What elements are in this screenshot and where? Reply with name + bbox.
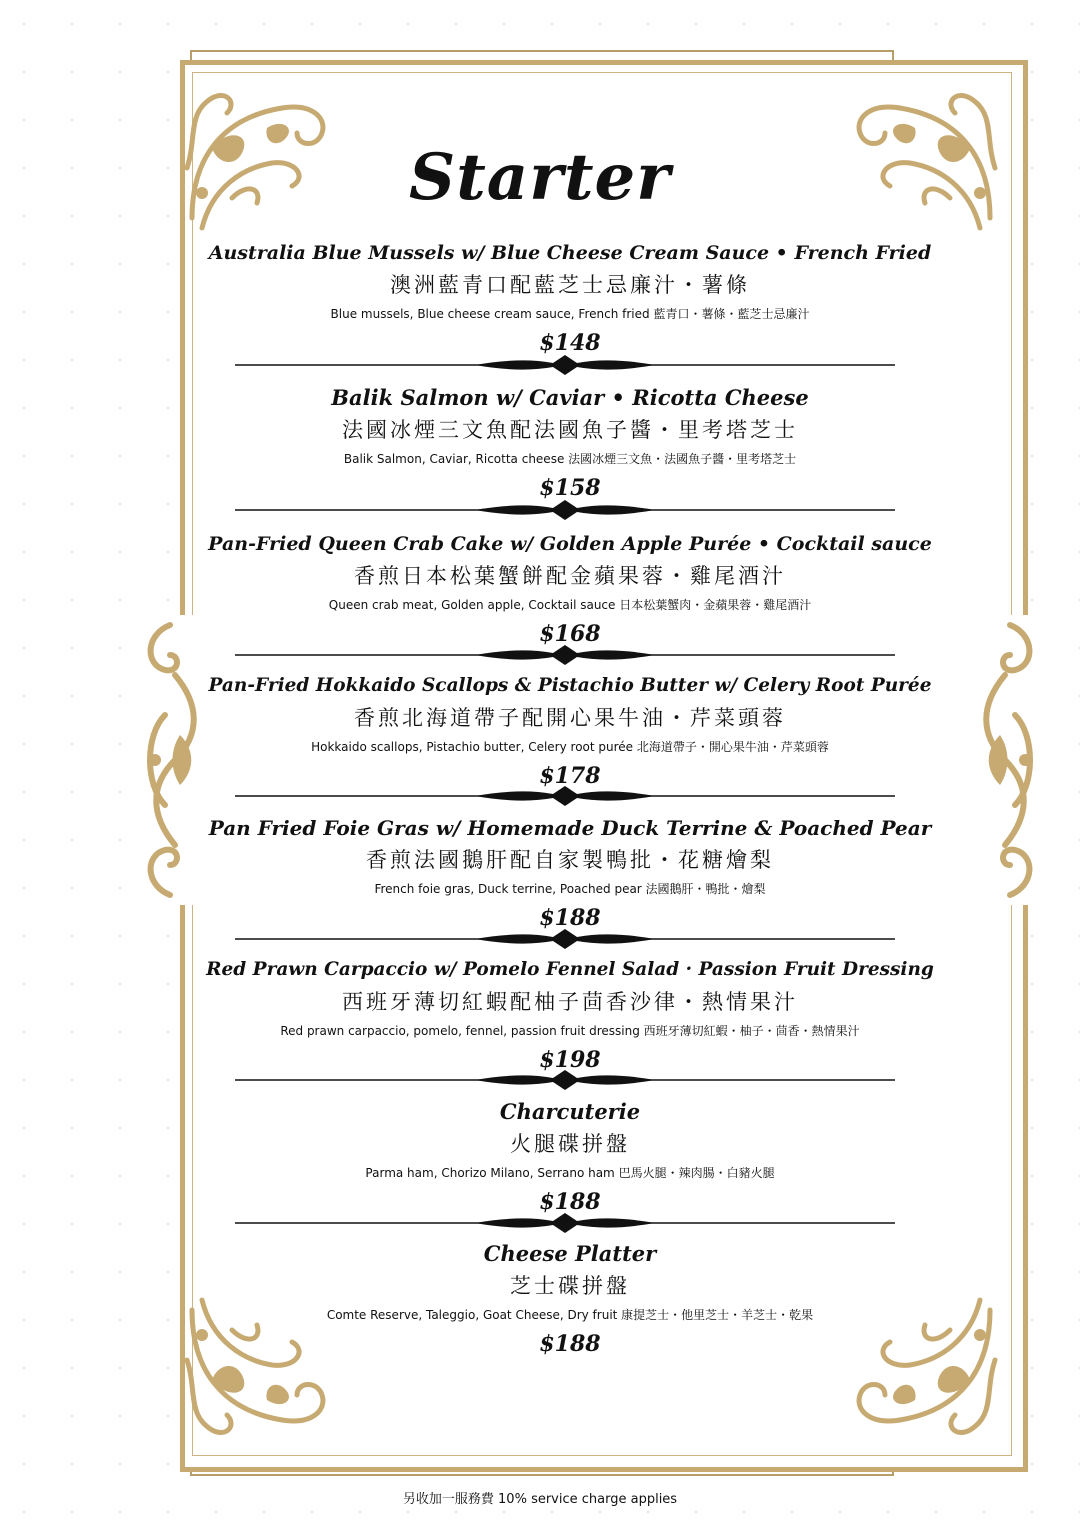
menu-item-hokkaido-scallops xyxy=(190,671,950,791)
item-name-zh: 火腿碟拼盤 xyxy=(510,1132,630,1156)
divider-ornament-icon xyxy=(235,929,895,949)
item-name-zh: 芝士碟拼盤 xyxy=(510,1274,630,1298)
item-price: $188 xyxy=(539,1189,601,1215)
item-price: $178 xyxy=(539,763,601,789)
item-name-zh: 香煎北海道帶子配開心果牛油・芹菜頭蓉 xyxy=(354,706,786,730)
item-description: Parma ham, Chorizo Milano, Serrano ham 巴馬火腿・辣肉腸・白豬火腿 xyxy=(365,1166,775,1180)
divider-ornament-icon xyxy=(235,355,895,375)
item-price: $188 xyxy=(539,905,601,931)
menu-item-red-prawn-carpaccio xyxy=(190,955,950,1075)
item-description: Red prawn carpaccio, pomelo, fennel, passion fruit dressing 西班牙薄切紅蝦・柚子・茴香・熱情果汁 xyxy=(280,1024,860,1038)
item-price: $188 xyxy=(539,1331,601,1357)
item-name-en: Red Prawn Carpaccio w/ Pomelo Fennel Salad · Passion Fruit Dressing xyxy=(206,959,934,980)
item-price: $158 xyxy=(539,475,601,501)
divider-ornament-icon xyxy=(235,645,895,665)
service-charge-note: 另收加一服務費 10% service charge applies xyxy=(402,1492,678,1507)
item-name-en: Charcuterie xyxy=(499,1099,641,1124)
item-price: $168 xyxy=(539,621,601,647)
item-name-en: Pan Fried Foie Gras w/ Homemade Duck Terrine & Poached Pear xyxy=(208,816,932,840)
item-price: $198 xyxy=(539,1047,601,1073)
item-name-en: Pan-Fried Hokkaido Scallops & Pistachio Butter w/ Celery Root Purée xyxy=(208,675,932,696)
item-name-en: Cheese Platter xyxy=(483,1241,657,1266)
item-name-en: Balik Salmon w/ Caviar • Ricotta Cheese xyxy=(331,385,809,410)
menu-item-australia-blue-mussels xyxy=(190,238,950,358)
item-description: Queen crab meat, Golden apple, Cocktail sauce 日本松葉蟹肉・金蘋果蓉・雞尾酒汁 xyxy=(328,598,812,612)
divider-ornament-icon xyxy=(235,786,895,806)
item-name-zh: 澳洲藍青口配藍芝士忌廉汁・薯條 xyxy=(390,273,750,297)
menu-item-foie-gras xyxy=(190,813,950,933)
item-name-en: Australia Blue Mussels w/ Blue Cheese Cream Sauce • French Fried xyxy=(208,242,932,264)
item-description: French foie gras, Duck terrine, Poached pear 法國鵝肝・鴨批・燴梨 xyxy=(374,882,766,896)
item-name-zh: 香煎日本松葉蟹餅配金蘋果蓉・雞尾酒汁 xyxy=(354,564,786,588)
divider-ornament-icon xyxy=(235,500,895,520)
side-ornament-right-icon xyxy=(975,615,1045,905)
menu-item-balik-salmon xyxy=(190,383,950,503)
item-name-zh: 西班牙薄切紅蝦配柚子茴香沙律・熱情果汁 xyxy=(342,990,798,1014)
item-description: Balik Salmon, Caviar, Ricotta cheese 法國冰煙三文魚・法國魚子醬・里考塔芝士 xyxy=(343,452,797,466)
item-name-zh: 法國冰煙三文魚配法國魚子醬・里考塔芝士 xyxy=(342,418,798,442)
item-price: $148 xyxy=(539,330,601,356)
divider-ornament-icon xyxy=(235,1070,895,1090)
menu-item-charcuterie xyxy=(190,1097,950,1217)
menu-item-cheese-platter xyxy=(190,1239,950,1359)
item-description: Blue mussels, Blue cheese cream sauce, French fried 藍青口・薯條・藍芝士忌廉汁 xyxy=(330,307,810,321)
divider-ornament-icon xyxy=(235,1213,895,1233)
menu-title: Starter xyxy=(409,140,671,215)
item-description: Comte Reserve, Taleggio, Goat Cheese, Dry fruit 康提芝士・他里芝士・羊芝士・乾果 xyxy=(326,1308,814,1322)
item-description: Hokkaido scallops, Pistachio butter, Celery root purée 北海道帶子・開心果牛油・芹菜頭蓉 xyxy=(311,740,829,754)
menu-item-queen-crab-cake xyxy=(190,529,950,649)
item-name-en: Pan-Fried Queen Crab Cake w/ Golden Apple Purée • Cocktail sauce xyxy=(208,533,932,555)
item-name-zh: 香煎法國鵝肝配自家製鴨批・花糖燴梨 xyxy=(366,848,774,872)
